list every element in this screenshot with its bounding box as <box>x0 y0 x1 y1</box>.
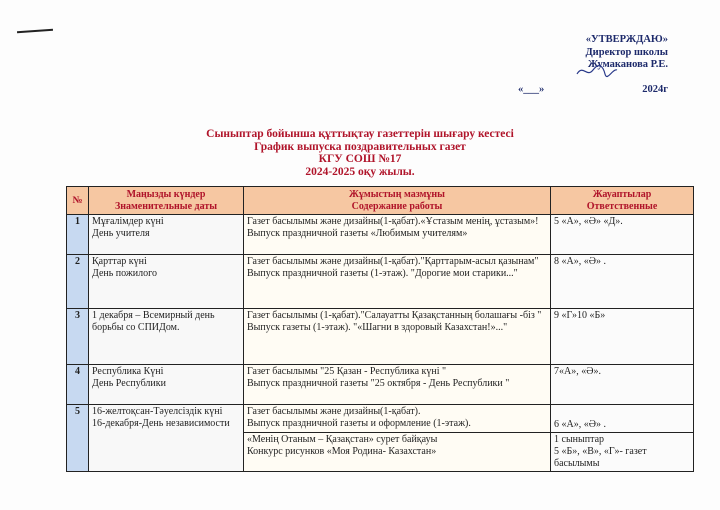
col-resp-ru: Ответственные <box>586 201 658 212</box>
header-school: КГУ СОШ №17 <box>318 153 402 165</box>
approval-name: Жумаканова Р.Е. <box>587 59 668 70</box>
row-date-kz: 1 декабря – Всемирный день борьбы со СПИДом. <box>92 310 215 333</box>
row-work-kz: Газет басылымы және дизайны(1-қабат). <box>247 406 421 417</box>
row-num: 3 <box>67 309 89 365</box>
row-work-kz: Газет басылымы "25 Қазан - Республика күні " <box>247 366 447 377</box>
row-date <box>89 405 244 472</box>
row-work <box>244 215 551 255</box>
row-date <box>89 255 244 309</box>
row-resp-main: 5 «А», «Ә» «Д». <box>554 216 623 227</box>
row-work-contest <box>244 433 551 472</box>
approval-date-left: «___» <box>518 83 545 95</box>
row-work-kz: Газет басылымы және дизайны(1-қабат)."Қарттарым-асыл қазынам" <box>247 256 539 267</box>
col-work-ru: Содержание работы <box>351 201 443 212</box>
signature-icon <box>575 62 619 80</box>
header-year: 2024-2025 оқу жылы. <box>305 165 415 178</box>
row-resp <box>551 255 694 309</box>
row-date-kz: Қарттар күні <box>92 256 147 267</box>
row-resp-grade5: 5 «Б», «В», «Г»- газет басылымы <box>554 446 647 469</box>
row-date <box>89 365 244 405</box>
row-date-ru: День Республики <box>92 378 166 389</box>
col-resp-kz: Жауаптылар <box>592 189 652 200</box>
row-resp <box>551 215 694 255</box>
row-resp-main: 7«А», «Ә». <box>554 366 601 377</box>
row-work-ru: Выпуск праздничной газеты "25 октября - День Республики " <box>247 378 510 389</box>
row-work-kz: «Менің Отаным – Қазақстан» сурет байқауы <box>247 434 438 445</box>
table-row <box>67 405 694 433</box>
row-num: 1 <box>67 215 89 255</box>
table-row <box>67 255 694 309</box>
row-resp-contest <box>551 433 694 472</box>
scan-mark <box>17 29 53 34</box>
table-header-row <box>67 187 694 215</box>
row-date-ru: 16-декабря-День независимости <box>92 418 230 429</box>
row-work-ru: Выпуск праздничной газеты (1-этаж). "Дорогие мои старики..." <box>247 268 518 279</box>
row-date-ru: День учителя <box>92 228 150 239</box>
row-resp-grade1: 1 сыныптар <box>554 434 605 445</box>
row-work <box>244 309 551 365</box>
approval-date <box>518 84 668 97</box>
row-num: 2 <box>67 255 89 309</box>
row-work-kz: Газет басылымы және дизайны(1-қабат).«Ұстазым менің, ұстазым»! <box>247 216 539 227</box>
row-date-kz: 16-желтоқсан-Тәуелсіздік күні <box>92 406 223 417</box>
row-resp-main: 8 «А», «Ә» . <box>554 256 606 267</box>
col-date-header <box>89 187 244 215</box>
document-header <box>0 128 720 178</box>
table-row <box>67 215 694 255</box>
header-title-ru: График выпуска поздравительных газет <box>254 140 466 153</box>
approval-date-right: 2024г <box>642 83 668 95</box>
col-work-header <box>244 187 551 215</box>
row-resp-main: 6 «А», «Ә» . <box>554 419 606 430</box>
row-date <box>89 309 244 365</box>
col-resp-header <box>551 187 694 215</box>
row-resp-main: 9 «Г»10 «Б» <box>554 310 606 321</box>
row-num: 5 <box>67 405 89 472</box>
row-date <box>89 215 244 255</box>
row-resp <box>551 405 694 433</box>
row-date-kz: Мұғалімдер күні <box>92 216 164 227</box>
row-resp <box>551 309 694 365</box>
row-work <box>244 405 551 433</box>
row-work <box>244 255 551 309</box>
row-date-ru: День пожилого <box>92 268 157 279</box>
col-work-kz: Жұмыстың мазмұны <box>349 189 445 200</box>
row-work-ru: Выпуск праздничной газеты и оформление (1-этаж). <box>247 418 471 429</box>
col-date-kz: Маңызды күндер <box>126 189 206 200</box>
schedule-table <box>66 186 694 472</box>
row-resp <box>551 365 694 405</box>
col-date-ru: Знаменительные даты <box>114 201 218 212</box>
row-work-kz: Газет басылымы (1-қабат)."Салауатты Қазақстанның болашағы -біз " <box>247 310 542 321</box>
row-num: 4 <box>67 365 89 405</box>
row-work <box>244 365 551 405</box>
table-row <box>67 309 694 365</box>
table-row <box>67 365 694 405</box>
header-title-kz: Сыныптар бойынша құттықтау газеттерін шығару кестесі <box>206 128 514 140</box>
col-num-header: № <box>67 187 89 215</box>
approval-title: «УТВЕРЖДАЮ» <box>585 34 668 45</box>
row-work-ru: Выпуск праздничной газеты «Любимым учителям» <box>247 228 468 239</box>
approval-position: Директор школы <box>585 46 668 58</box>
row-date-kz: Республика Күні <box>92 366 164 377</box>
row-work-ru: Выпуск газеты (1-этаж). "«Шагни в здоровый Казахстан!»..." <box>247 322 508 333</box>
row-work-ru: Конкурс рисунков «Моя Родина- Казахстан» <box>247 446 437 457</box>
